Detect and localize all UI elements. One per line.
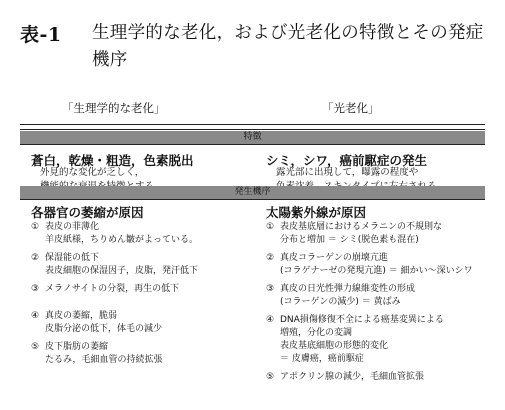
item-number: ①: [266, 222, 275, 232]
item-detail: 羊皮紙様，ちりめん皺がよっている。: [45, 235, 199, 245]
item-number: ④: [31, 311, 40, 321]
mechanism-left-list: [31, 221, 251, 367]
features-right-headline: シミ，シワ，癌前駆症の発生: [266, 153, 428, 168]
section-band-features: 特徴: [20, 131, 485, 144]
list-item: [31, 341, 251, 367]
list-item: [31, 283, 251, 296]
list-item: [266, 252, 488, 278]
item-number: ②: [31, 253, 40, 263]
item-line: DNA損傷修復不全による癌基変異による: [280, 315, 444, 325]
column-header-photoaging: 「光老化」: [322, 101, 380, 115]
item-line: (コラゲナーゼの発現亢進) ＝ 細かい～深いシワ: [280, 266, 473, 276]
item-line: 増殖，分化の変調: [280, 328, 353, 338]
item-number: ③: [266, 284, 275, 294]
mechanism-left-headline: 各器官の萎縮が原因: [31, 205, 144, 220]
table-number: 表-1: [20, 24, 62, 46]
item-detail: 皮脂分泌の低下，体毛の減少: [45, 324, 163, 334]
item-number: ⑤: [266, 372, 275, 382]
list-item: [266, 283, 488, 309]
item-title: 真皮の萎縮，脆弱: [45, 311, 118, 321]
item-title: 保湿能の低下: [45, 253, 100, 263]
item-line: (コラーゲンの減少) ＝ 黄ばみ: [280, 297, 401, 307]
divider: [20, 144, 485, 145]
mechanism-right-headline: 太陽紫外線が原因: [266, 205, 367, 220]
item-detail: 表皮細胞の保湿因子，皮脂，発汗低下: [45, 266, 199, 276]
column-header-physiological-aging: 「生理学的な老化」: [62, 101, 166, 115]
list-item: [31, 310, 251, 336]
list-item: [266, 221, 488, 247]
item-line: 真皮の日光性弾力線維変性の形成: [280, 284, 416, 294]
item-number: ②: [266, 253, 275, 263]
features-left-headline: 蒼白，乾燥・粗造，色素脱出: [31, 153, 194, 168]
item-line: ＝ 皮膚癌，癌前駆症: [280, 354, 364, 364]
list-item: [31, 252, 251, 278]
item-title: 表皮の菲薄化: [45, 222, 100, 232]
item-line: 表皮基底細胞の形態的変化: [280, 341, 389, 351]
description-line: 露光部に出現して，曝露の程度や: [276, 167, 419, 178]
item-line: 真皮コラーゲンの崩壊亢進: [280, 253, 388, 263]
divider: [20, 199, 485, 200]
item-number: ④: [266, 315, 275, 325]
item-title: メラノサイトの分裂，再生の低下: [45, 284, 180, 294]
section-band-mechanism: 発生機序: [20, 186, 485, 199]
item-number: ①: [31, 222, 40, 232]
description-line: 外見的な変化が乏しく，: [40, 167, 145, 178]
table-top-rule: [20, 124, 485, 125]
list-item: [266, 314, 488, 366]
item-line: アポクリン腺の減少，毛細血管拡張: [280, 372, 425, 382]
item-number: ③: [31, 284, 40, 294]
item-line: 表皮基底層におけるメラニンの不規則な: [280, 222, 443, 232]
mechanism-right-list: [266, 221, 488, 384]
list-item: [31, 221, 251, 247]
item-line: 分布と増加 ＝ シミ(脱色素も混在): [280, 235, 419, 245]
table-title: 生理学的な老化，および光老化の特徴とその発症機序: [92, 23, 484, 70]
item-detail: たるみ，毛細血管の持続拡張: [45, 355, 163, 365]
item-title: 皮下脂肪の萎縮: [45, 342, 109, 352]
item-number: ⑤: [31, 342, 40, 352]
list-item: [266, 371, 488, 384]
table-double-rule: [20, 129, 485, 130]
